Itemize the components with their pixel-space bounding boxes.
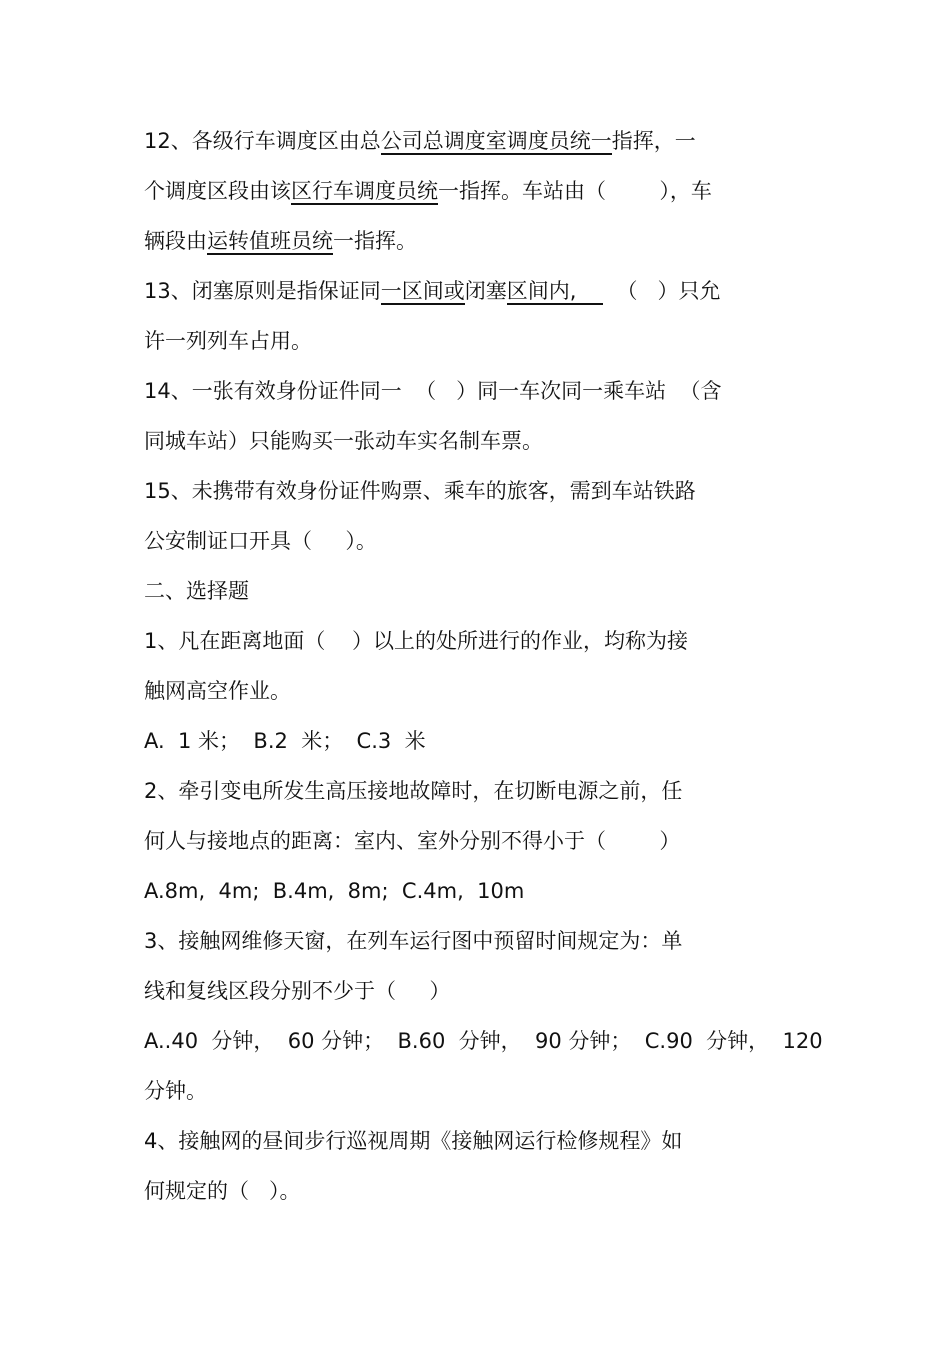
q12-underline-1: 公司总调度室调度员统一 [380,129,612,153]
q12-line-2 [144,177,712,205]
q14-line-2: 同城车站）只能购买一张动车实名制车票。 [144,429,543,453]
c2-options: A.8m, 4m; B.4m, 8m; C.4m, 10m [144,879,525,903]
q12-text-c: 个调度区段由该 [144,179,291,203]
q13-line-1 [144,277,721,305]
q12-text-f: 一指挥。 [333,229,417,253]
q13-underline-1: 一区间或 [380,279,465,303]
c3-line-2: 线和复线区段分别不少于（ ） [144,979,451,1003]
q12-text-a: 12、各级行车调度区由总 [144,129,381,153]
q12-text-d: 一指挥。车站由（ ），车 [438,179,712,203]
c4-line-1: 4、接触网的昼间步行巡视周期《接触网运行检修规程》如 [144,1129,683,1153]
q12-line-3 [144,227,417,255]
q12-text-e: 辆段由 [144,229,207,253]
c3-line-4: 分钟。 [144,1079,207,1103]
q15-line-2: 公安制证口开具（ ）。 [144,529,377,553]
q13-text-a: 13、闭塞原则是指保证同 [144,279,381,303]
c4-line-2: 何规定的（ ）。 [144,1179,301,1203]
q12-underline-3: 运转值班员统 [207,229,333,253]
c2-line-1: 2、牵引变电所发生高压接地故障时，在切断电源之前，任 [144,779,683,803]
q14-line-1: 14、一张有效身份证件同一 （ ）同一车次同一乘车站 （含 [144,379,722,403]
c1-options: A. 1 米； B.2 米； C.3 米 [144,729,426,753]
q13-text-b: 闭塞 [464,279,507,303]
c3-line-1: 3、接触网维修天窗，在列车运行图中预留时间规定为：单 [144,929,683,953]
q13-text-c: （ ）只允 [603,279,721,303]
q13-line-2: 许一列列车占用。 [144,329,312,353]
c3-options: A..40 分钟， 60 分钟； B.60 分钟， 90 分钟； C.90 分钟， 120 [144,1029,823,1053]
section-title: 二、选择题 [144,579,249,603]
c2-line-2: 何人与接地点的距离：室内、室外分别不得小于（ ） [144,829,681,853]
q12-text-b: 指挥，一 [611,129,696,153]
q12-underline-2: 区行车调度员统 [291,179,438,203]
c1-line-2: 触网高空作业。 [144,679,291,703]
q12-line-1 [144,127,696,155]
q13-underline-2: 区间内, [506,279,604,303]
q15-line-1: 15、未携带有效身份证件购票、乘车的旅客，需到车站铁路 [144,479,696,503]
c1-line-1: 1、凡在距离地面（ ）以上的处所进行的作业，均称为接 [144,629,689,653]
